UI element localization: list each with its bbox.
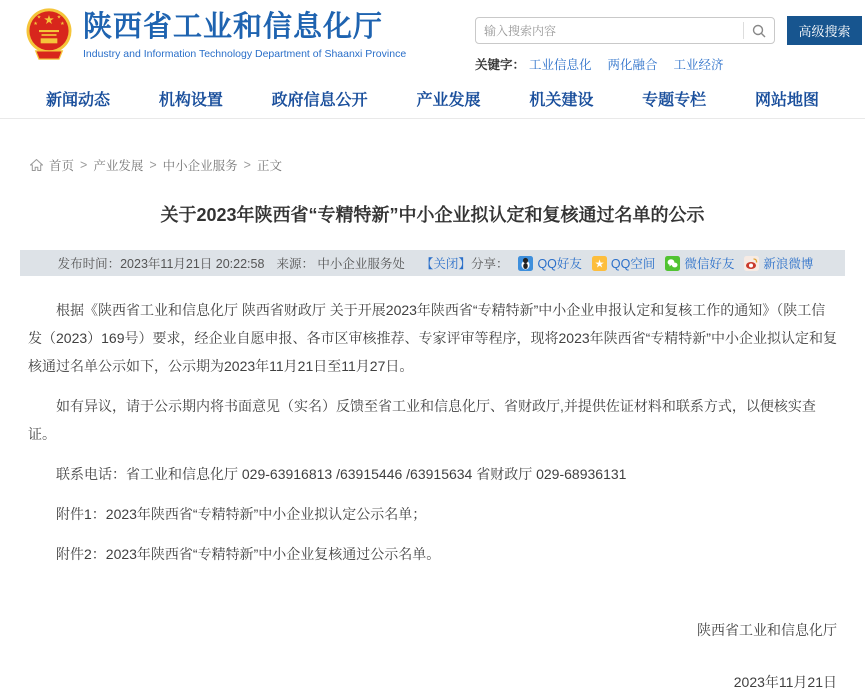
search-area xyxy=(475,16,865,73)
svg-text:★: ★ xyxy=(60,21,65,28)
keyword-link-integration[interactable]: 两化融合 xyxy=(607,58,658,72)
site-header xyxy=(0,0,865,78)
search-row xyxy=(475,16,865,45)
keyword-link-industry-informatization[interactable]: 工业信息化 xyxy=(529,58,592,72)
article-source: 来源： 中小企业服务处 xyxy=(276,257,405,271)
breadcrumb-separator: > xyxy=(243,158,251,172)
breadcrumb-current-article: 正文 xyxy=(256,159,282,173)
share-weibo[interactable] xyxy=(744,254,813,272)
breadcrumb-home[interactable]: 首页 xyxy=(49,159,75,173)
svg-text:★: ★ xyxy=(33,21,38,28)
logo-row xyxy=(24,7,406,63)
close-link[interactable]: 【关闭】 xyxy=(420,257,471,271)
article-content xyxy=(28,296,837,568)
keywords-label: 关键字： xyxy=(475,58,526,72)
article xyxy=(0,201,865,692)
issuing-authority: 陕西省工业和信息化厅 xyxy=(697,622,837,638)
nav-item-agency-building[interactable]: 机关建设 xyxy=(529,91,594,109)
weibo-icon xyxy=(744,256,759,271)
share-wechat[interactable] xyxy=(665,254,734,272)
svg-text:★: ★ xyxy=(43,13,55,28)
qq-icon xyxy=(518,256,533,271)
paragraph-attachment-2: 附件2：2023年陕西省“专精特新”中小企业复核通过公示名单。 xyxy=(56,546,441,562)
svg-text:★: ★ xyxy=(56,14,62,21)
search-keywords xyxy=(475,55,865,73)
paragraph-contact: 联系电话：省工业和信息化厅 029-63916813 /63915446 /63915634 省财政厅 029-68936131 xyxy=(56,466,627,482)
nav-item-special-topics[interactable]: 专题专栏 xyxy=(642,91,707,109)
home-icon xyxy=(30,159,43,171)
search-button[interactable] xyxy=(744,18,774,43)
breadcrumb-separator: > xyxy=(80,158,88,172)
site-title: 陕西省工业和信息化厅 xyxy=(83,11,384,43)
share-qq-label: QQ好友 xyxy=(537,257,582,271)
article-meta-bar xyxy=(20,250,845,276)
paragraph-objection: 如有异议，请于公示期内将书面意见（实名）反馈至省工业和信息化厅、省财政厅,并提供佐证材料和联系方式，以便核实查证。 xyxy=(28,398,816,442)
breadcrumb xyxy=(30,156,865,174)
svg-text:★: ★ xyxy=(36,14,42,21)
share-label: 分享： xyxy=(470,257,509,271)
share-qzone[interactable] xyxy=(592,254,655,272)
signature-block xyxy=(28,620,837,692)
breadcrumb-sme-services[interactable]: 中小企业服务 xyxy=(162,159,238,173)
nav-item-gov-info[interactable]: 政府信息公开 xyxy=(271,91,368,109)
wechat-icon xyxy=(665,256,680,271)
publish-time: 发布时间：2023年11月21日 20:22:58 xyxy=(57,257,265,271)
article-title: 关于2023年陕西省“专精特新”中小企业拟认定和复核通过名单的公示 xyxy=(160,205,705,225)
paragraph-basis: 根据《陕西省工业和信息化厅 陕西省财政厅 关于开展2023年陕西省“专精特新”中小企业申报认定和复核工作的通知》（陕工信发（2023）169号）要求，经企业自愿申报、各市区审核推荐、专家评审等程序，现将2023年陕西省“专精特新”中小企业拟认定和复核通过名单公示如下，公示期为2023年11月21日至11月27日。 xyxy=(28,302,837,374)
qzone-star-icon xyxy=(592,256,607,271)
nav-item-sitemap[interactable]: 网站地图 xyxy=(754,91,819,109)
search-box xyxy=(475,17,775,44)
nav-item-organization[interactable]: 机构设置 xyxy=(158,91,223,109)
share-weibo-label: 新浪微博 xyxy=(763,257,814,271)
site-title-block xyxy=(83,7,406,60)
national-emblem-logo xyxy=(24,7,74,63)
breadcrumb-separator: > xyxy=(149,158,157,172)
breadcrumb-industry-development[interactable]: 产业发展 xyxy=(93,159,144,173)
main-nav xyxy=(0,78,865,119)
site-subtitle: Industry and Information Technology Department of Shaanxi Province xyxy=(83,48,407,60)
share-wechat-label: 微信好友 xyxy=(684,257,735,271)
nav-item-news[interactable]: 新闻动态 xyxy=(46,91,111,109)
search-icon xyxy=(752,24,766,38)
paragraph-attachment-1: 附件1：2023年陕西省“专精特新”中小企业拟认定公示名单； xyxy=(56,506,427,522)
keyword-link-industrial-economy[interactable]: 工业经济 xyxy=(673,58,724,72)
share-qq-friends[interactable] xyxy=(518,254,581,272)
svg-text:★: ★ xyxy=(594,258,605,270)
share-qzone-label: QQ空间 xyxy=(610,257,656,271)
advanced-search-button[interactable]: 高级搜索 xyxy=(787,16,862,45)
issue-date: 2023年11月21日 xyxy=(733,674,837,690)
nav-item-industry-development[interactable]: 产业发展 xyxy=(416,91,481,109)
search-input[interactable] xyxy=(476,24,743,38)
